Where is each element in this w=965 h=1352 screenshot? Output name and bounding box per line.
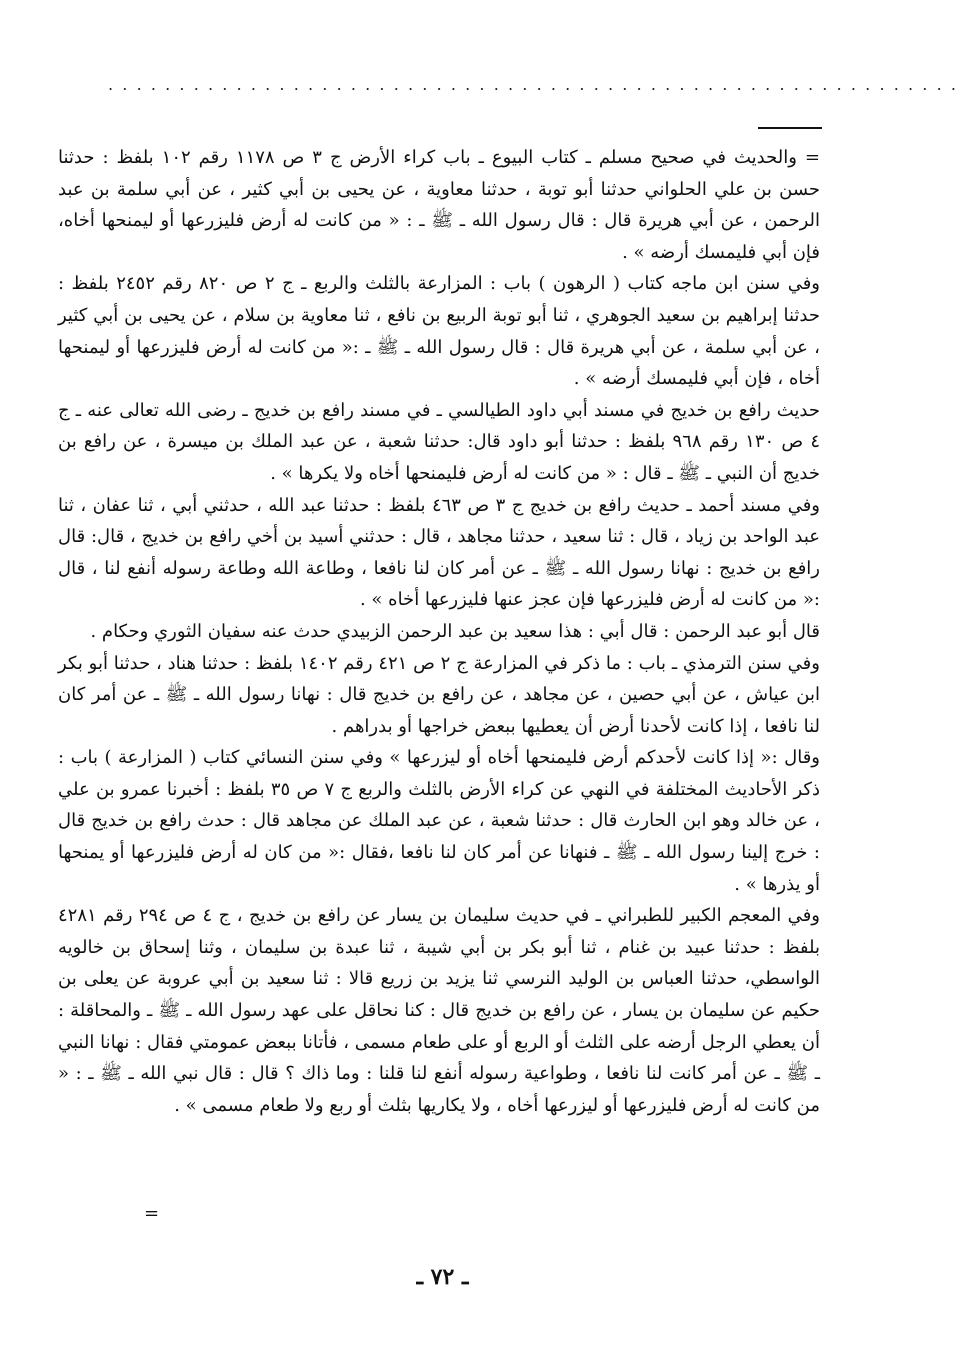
paragraph-ibn-majah: وفي سنن ابن ماجه كتاب ( الرهون ) باب : المزارعة بالثلث والربع ـ ج ٢ ص ٨٢٠ رقم ٢٤٥٢ بلفظ : حدثنا إبراهيم بن سعيد الجوهري ، ثنا أبو توبة الربيع بن نافع ، ثنا معاوية بن سلام ، عن يحيى بن أبي كثير ، عن أبي سلمة ، عن أبي هريرة قال : قال رسول الله ـ ﷺ ـ :« من كانت له أرض فليزرعها أو ليمنحها أخاه ، فإن أبي فليمسك أرضه » . (58, 273, 820, 390)
dotted-header-line: ............................................................ (108, 75, 965, 94)
page-number: ـ ٧٢ ـ (416, 1264, 469, 1290)
continuation-mark: = (144, 1203, 160, 1224)
paragraph-nasai: وقال :« إذا كانت لأحدكم أرض فليمنحها أخاه أو ليزرعها » وفي سنن النسائي كتاب ( المزارعة ) باب : ذكر الأحاديث المختلفة في النهي عن كراء الأرض بالثلث والربع ج ٧ ص ٣٥ بلفظ : أخبرنا عمرو بن علي ، عن خالد وهو ابن الحارث قال : حدثنا شعبة ، عن عبد الملك عن مجاهد قال : حدث رافع بن خديج قال : خرج إلينا رسول الله ـ ﷺ ـ فنهانا عن أمر كان لنا نافعا ،فقال :« من كان له أرض فليزرعها أو يمنحها أو يذرها » . (58, 747, 820, 895)
paragraph-tayalisi: حديث رافع بن خديج في مسند أبي داود الطيالسي ـ في مسند رافع بن خديج ـ رضى الله تعالى عنه ـ ج ٤ ص ١٣٠ رقم ٩٦٨ بلفظ : حدثنا أبو داود قال: حدثنا شعبة ، عن عبد الملك بن ميسرة ، عن رافع بن خديج أن النبي ـ ﷺ ـ قال : « من كانت له أرض فليمنحها أخاه ولا يكرها » . (58, 399, 820, 484)
paragraph-abu-abd-al-rahman: قال أبو عبد الرحمن : قال أبي : هذا سعيد بن عبد الرحمن الزبيدي حدث عنه سفيان الثوري وحكام . (90, 620, 820, 642)
paragraph-tirmidhi: وفي سنن الترمذي ـ باب : ما ذكر في المزارعة ج ٢ ص ٤٢١ رقم ١٤٠٢ بلفظ : حدثنا هناد ، حدثنا أبو بكر ابن عياش ، عن أبي حصين ، عن مجاهد ، عن رافع بن خديج قال : نهانا رسول الله ـ ﷺ ـ عن أمر كان لنا نافعا ، إذا كانت لأحدنا أرض أن يعطيها ببعض خراجها أو بدراهم . (58, 652, 820, 737)
footnote-separator (758, 127, 822, 129)
page-body-text (58, 142, 820, 1121)
paragraph-tabarani: وفي المعجم الكبير للطبراني ـ في حديث سليمان بن يسار عن رافع بن خديج ، ج ٤ ص ٢٩٤ رقم ٤٢٨١ بلفظ : حدثنا عبيد بن غنام ، ثنا أبو بكر بن أبي شيبة ، ثنا عبدة بن سليمان ، وثنا إسحاق بن خالويه الواسطي، حدثنا العباس بن الوليد النرسي ثنا يزيد بن زريع قالا : ثنا سعيد بن أبي عروبة عن يعلى بن حكيم عن سليمان بن يسار ، عن رافع بن خديج قال : كنا نحاقل على عهد رسول الله ـ ﷺ ـ والمحاقلة : أن يعطي الرجل أرضه على الثلث أو الربع أو على طعام مسمى ، فأتانا ببعض عمومتي فقال : نهانا النبي ـ ﷺ ـ عن أمر كانت لنا نافعا ، وطواعية رسوله أنفع لنا قلنا : وما ذاك ؟ قال : قال نبي الله ـ ﷺ ـ : « من كانت له أرض فليزرعها أو ليزرعها أخاه ، ولا يكاريها بثلث أو ربع ولا طعام مسمى » . (58, 905, 820, 1116)
paragraph-ahmad: وفي مسند أحمد ـ حديث رافع بن خديج ج ٣ ص ٤٦٣ بلفظ : حدثنا عبد الله ، حدثني أبي ، ثنا عفان ، ثنا عبد الواحد بن زياد ، قال : ثنا سعيد ، حدثنا مجاهد ، قال : حدثني أسيد بن أخي رافع بن خديج ، قال: قال رافع بن خديج : نهانا رسول الله ـ ﷺ ـ عن أمر كان لنا نافعا ، وطاعة الله وطاعة رسوله أنفع لنا ، قال :« من كانت له أرض فليزرعها فإن عجز عنها فليزرعها أخاه » . (58, 494, 820, 611)
paragraph-muslim: = والحديث في صحيح مسلم ـ كتاب البيوع ـ باب كراء الأرض ج ٣ ص ١١٧٨ رقم ١٠٢ بلفظ : حدثنا حسن بن علي الحلواني حدثنا أبو توبة ، حدثنا معاوية ، عن يحيى بن أبي كثير ، عن أبي سلمة بن عبد الرحمن ، عن أبي هريرة قال : قال رسول الله ـ ﷺ ـ : « من كانت له أرض فليزرعها أو ليمنحها أخاه، فإن أبي فليمسك أرضه » . (58, 147, 820, 263)
